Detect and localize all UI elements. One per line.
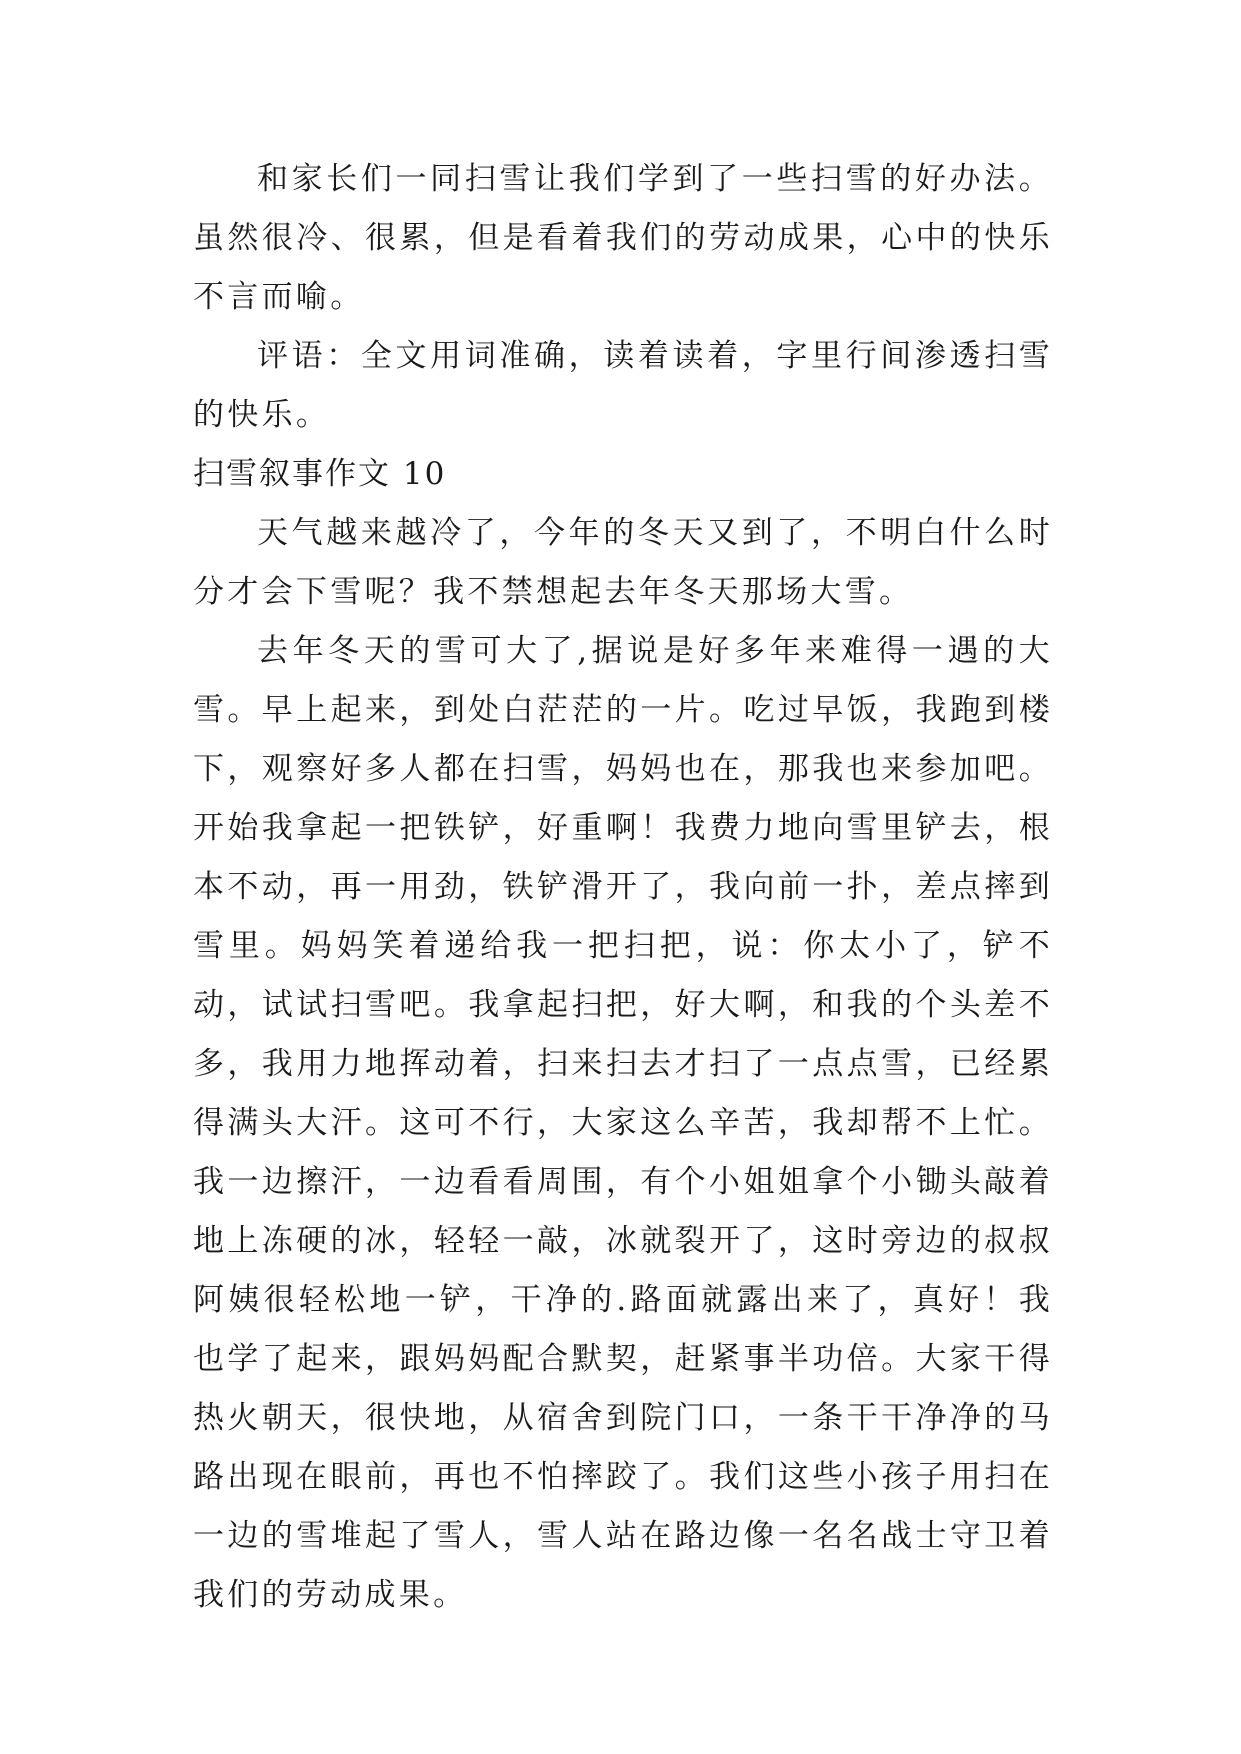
- document-body: [193, 150, 1053, 1625]
- paragraph-conclusion: 和家长们一同扫雪让我们学到了一些扫雪的好办法。虽然很冷、很累，但是看着我们的劳动成果，心中的快乐不言而喻。: [193, 161, 1053, 315]
- paragraph-comment: 评语：全文用词准确，读着读着，字里行间渗透扫雪的快乐。: [193, 338, 1053, 433]
- paragraph-intro: 天气越来越冷了，今年的冬天又到了，不明白什么时分才会下雪呢？我不禁想起去年冬天那场大雪。: [193, 515, 1053, 610]
- section-heading: 扫雪叙事作文 10: [193, 456, 447, 492]
- paragraph-story: 去年冬天的雪可大了,据说是好多年来难得一遇的大雪。早上起来，到处白茫茫的一片。吃过早饭，我跑到楼下，观察好多人都在扫雪，妈妈也在，那我也来参加吧。开始我拿起一把铁铲，好重啊！我费力地向雪里铲去，根本不动，再一用劲，铁铲滑开了，我向前一扑，差点摔到雪里。妈妈笑着递给我一把扫把，说：你太小了，铲不动，试试扫雪吧。我拿起扫把，好大啊，和我的个头差不多，我用力地挥动着，扫来扫去才扫了一点点雪，已经累得满头大汗。这可不行，大家这么辛苦，我却帮不上忙。我一边擦汗，一边看看周围，有个小姐姐拿个小锄头敲着地上冻硬的冰，轻轻一敲，冰就裂开了，这时旁边的叔叔阿姨很轻松地一铲，干净的.路面就露出来了，真好！我也学了起来，跟妈妈配合默契，赶紧事半功倍。大家干得热火朝天，很快地，从宿舍到院门口，一条干干净净的马路出现在眼前，再也不怕摔跤了。我们这些小孩子用扫在一边的雪堆起了雪人，雪人站在路边像一名名战士守卫着我们的劳动成果。: [193, 633, 1053, 1613]
